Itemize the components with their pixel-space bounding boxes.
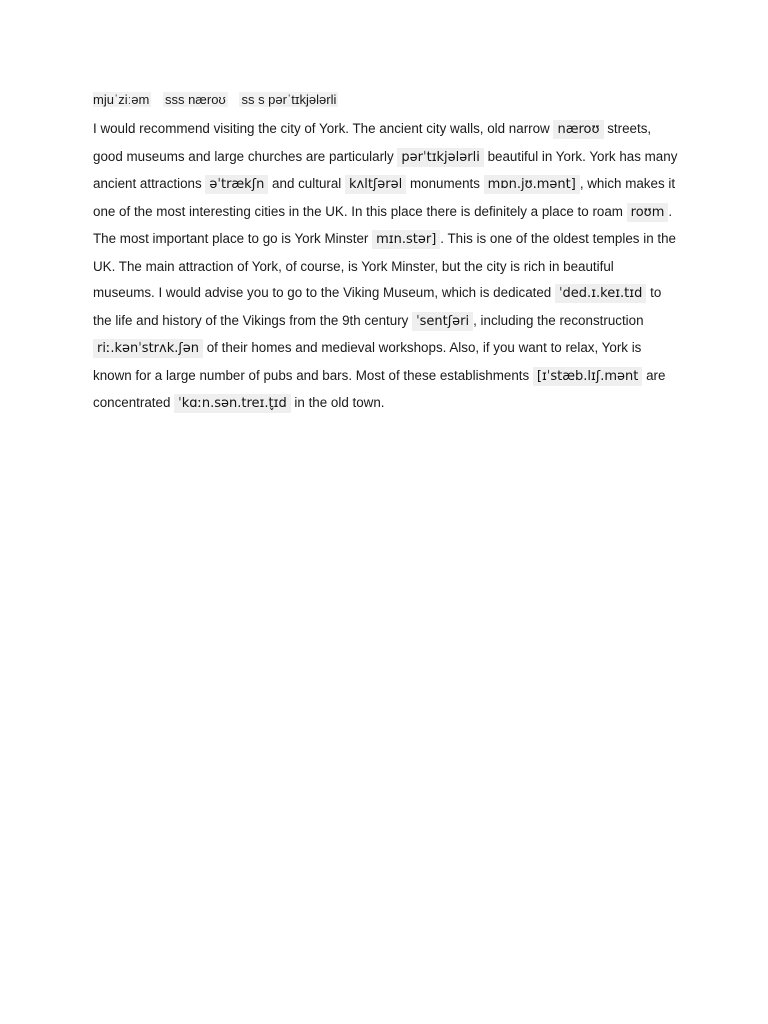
ipa-cultural: kʌltʃərəl [345,175,406,194]
text-segment: I would recommend visiting the city of York. The ancient city walls, old narrow [93,121,554,136]
ipa-narrow: næroʊ [553,120,603,139]
ipa-concentrated: ˈkɑːn.sən.treɪ.t̬ɪd [174,394,291,413]
text-segment: of their homes and medieval workshops. Also, if you want to relax, York is known for a large number of pubs and bars. Most of these establishments [93,340,642,383]
text-segment: beautiful in York. York has many ancient attractions [93,148,678,191]
text-segment: in the old town. [290,395,385,410]
pronunciation-heading [93,89,338,111]
text-segment: streets, good museums and large churches are particularly [93,121,652,164]
text-segment: are concentrated [93,367,666,410]
text-segment: . This is one of the oldest temples in the UK. The main attraction of York, of course, is York Minster, but the city is rich in beautiful museums. I would advise you to go to the Viking Museum, which is dedicated [93,231,676,300]
ipa-attractions: əˈtrækʃn [205,175,268,194]
body-paragraph [93,116,678,418]
ipa-century: ˈsentʃəri [412,312,473,331]
ipa-museum: mjuˈziːəm [93,92,150,107]
text-segment: , including the reconstruction [473,312,644,328]
ipa-narrow-heading: sss næroʊ [164,92,226,107]
text-segment: , which makes it one of the most interesting cities in the UK. In this place there is definitely a place to roam [93,176,676,219]
ipa-dedicated: ˈded.ɪ.keɪ.tɪd [555,284,646,303]
text-segment: to the life and history of the Vikings from the 9th century [93,285,662,328]
ipa-minster: mɪn.stər] [372,230,440,249]
ipa-monuments: mɒn.jʊ.mənt] [484,175,580,194]
text-segment: and cultural [268,176,345,191]
text-segment: . The most important place to go is York Minster [93,203,673,246]
ipa-establishments: [ɪˈstæb.lɪʃ.mənt [533,367,642,386]
text-segment: monuments [406,176,484,191]
ipa-particularly: pərˈtɪkjələrli [397,148,483,167]
ipa-reconstruction: riː.kənˈstrʌk.ʃən [93,339,203,358]
ipa-particularly-heading: ss s pərˈtɪkjələrli [241,92,337,107]
ipa-roam: roʊm [627,203,669,222]
